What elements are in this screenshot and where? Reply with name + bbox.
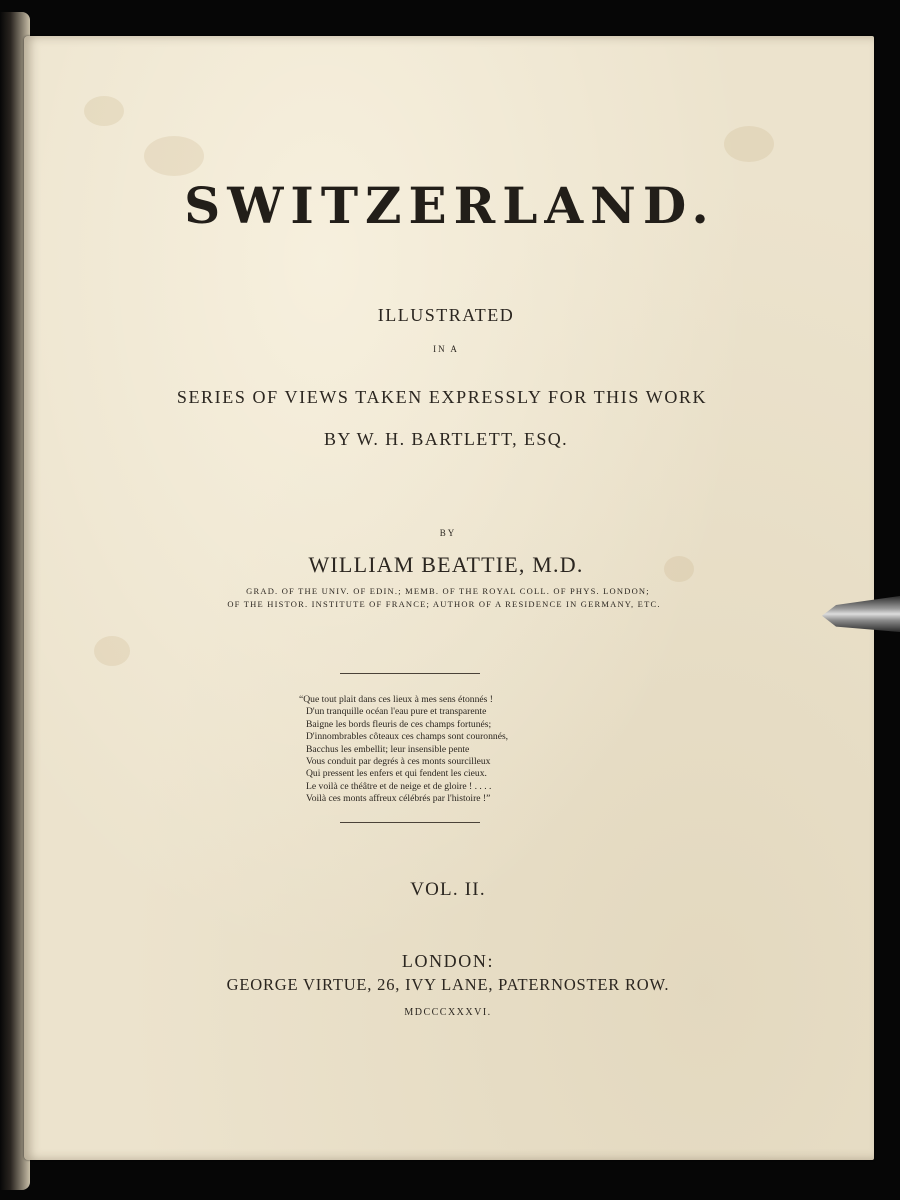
epigraph-line: Baigne les bords fleuris de ces champs fortunés; — [306, 718, 492, 730]
epigraph-line: “Que tout plait dans ces lieux à mes sens étonnés ! — [299, 694, 493, 705]
divider-rule-top — [340, 673, 480, 674]
foxing-spot — [94, 636, 130, 666]
epigraph-line: Vous conduit par degrés à ces monts sourcilleux — [306, 756, 491, 768]
imprint-publisher: GEORGE VIRTUE, 26, IVY LANE, PATERNOSTER ROW. — [226, 975, 670, 994]
foxing-spot — [724, 126, 774, 162]
divider-rule-bottom — [340, 822, 480, 823]
author-name: WILLIAM BEATTIE, M.D. — [308, 552, 584, 577]
imprint-year: MDCCCXXXVI. — [404, 1007, 492, 1018]
subtitle-illustrated: ILLUSTRATED — [377, 305, 515, 325]
subtitle-series: SERIES OF VIEWS TAKEN EXPRESSLY FOR THIS WORK — [176, 387, 708, 407]
author-credentials-line-2: OF THE HISTOR. INSTITUTE OF FRANCE; AUTHOR OF A RESIDENCE IN GERMANY, ETC. — [227, 599, 661, 609]
epigraph-line: D'un tranquille océan l'eau pure et transparente — [306, 706, 487, 718]
by-label: BY — [439, 528, 457, 538]
volume-number: VOL. II. — [410, 879, 486, 900]
foxing-spot — [144, 136, 204, 176]
epigraph-line: Le voilà ce théâtre et de neige et de gloire ! . . . . — [306, 780, 492, 792]
epigraph-line: Qui pressent les enfers et qui fendent les cieux. — [306, 768, 487, 780]
author-credentials-line-1: GRAD. OF THE UNIV. OF EDIN.; MEMB. OF THE ROYAL COLL. OF PHYS. LONDON; — [246, 586, 650, 596]
epigraph-line: Voilà ces monts affreux célébrés par l'histoire !” — [306, 793, 491, 805]
epigraph-line: Bacchus les embellit; leur insensible pente — [306, 743, 470, 755]
artist-credit: BY W. H. BARTLETT, ESQ. — [323, 429, 569, 449]
imprint-city: LONDON: — [401, 951, 495, 971]
epigraph-line: D'innombrables côteaux ces champs sont couronnés, — [306, 731, 509, 743]
book-title: SWITZERLAND. — [184, 176, 716, 235]
epigraph-quote — [299, 694, 619, 806]
subtitle-in-a: IN A — [433, 344, 459, 354]
foxing-spot — [84, 96, 124, 126]
